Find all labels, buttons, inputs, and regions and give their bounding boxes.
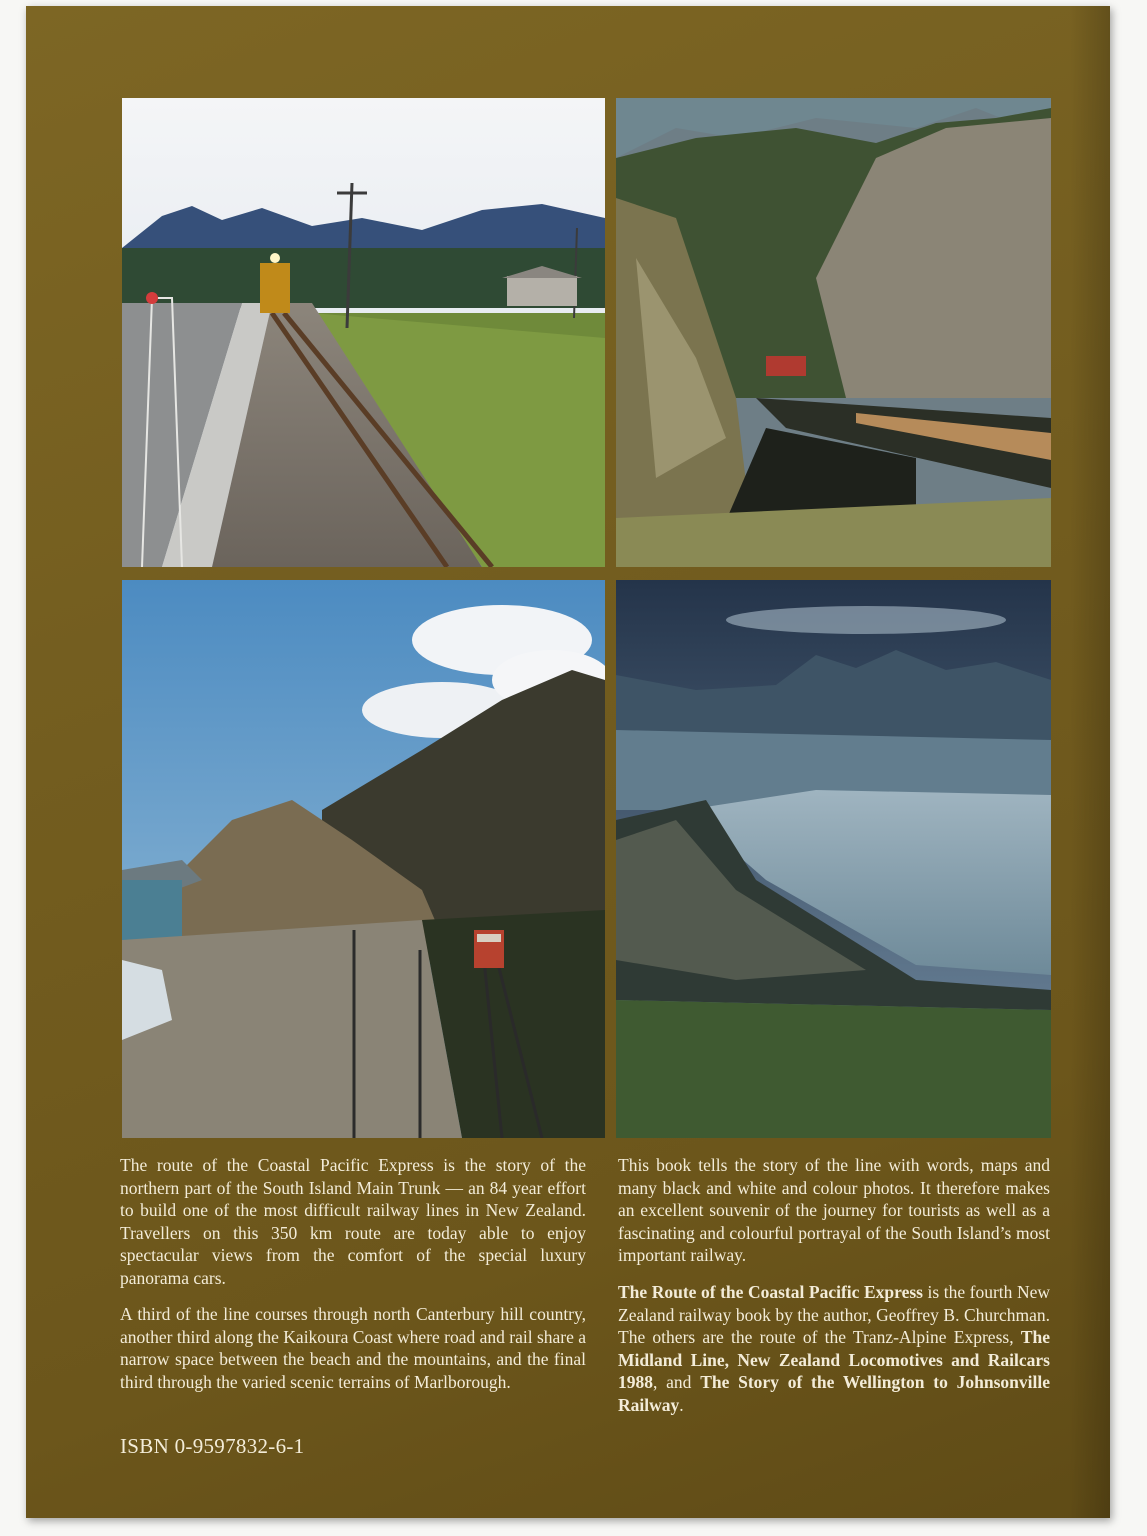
author-text-3: .: [679, 1394, 684, 1415]
author-text-1: is the fourth New Zealand railway book by the author, Geoffrey B. Churchman. The others are the route of the Tranz-Alpine Express,: [618, 1282, 1050, 1347]
photo-rocky-gorge-tunnel: [616, 98, 1051, 567]
author-paragraph: [618, 1281, 1050, 1416]
book-back-cover: [26, 6, 1110, 1518]
description-paragraph-2: A third of the line courses through north Canterbury hill country, another third along the Kaikoura Coast where road and rail share a narrow space between the beach and the mountains, and the final third through the varied scenic terrains of Marlborough.: [120, 1304, 587, 1392]
isbn-number: ISBN 0-9597832-6-1: [120, 1434, 305, 1458]
photo-coastal-railcar: [122, 580, 605, 1138]
photo-coastal-town-bay: [616, 580, 1051, 1138]
photo-train-beside-road: [122, 98, 605, 567]
description-paragraph-1: The route of the Coastal Pacific Express is the story of the northern part of the South Island Main Trunk — an 84 year effort to build one of the most difficult railway lines in New Zealand. Travellers on this 350 km route are today able to enjoy spectacular views from the comfort of the special luxury panorama cars.: [120, 1155, 586, 1288]
other-books-bold-1: The Midland Line, New Zealand Locomotives and Railcars 1988: [618, 1327, 1050, 1392]
book-title-bold: The Route of the Coastal Pacific Express: [618, 1282, 923, 1302]
description-paragraph-3: This book tells the story of the line with words, maps and many black and white and colour photos. It therefore makes an excellent souvenir of the journey for tourists as well as a fascinating and colourful portrayal of the South Island’s most important railway.: [618, 1155, 1050, 1265]
other-books-bold-2: The Story of the Wellington to Johnsonville Railway: [618, 1372, 1050, 1415]
cover-edge-shade: [1070, 6, 1110, 1518]
author-text-2: , and: [653, 1372, 701, 1392]
